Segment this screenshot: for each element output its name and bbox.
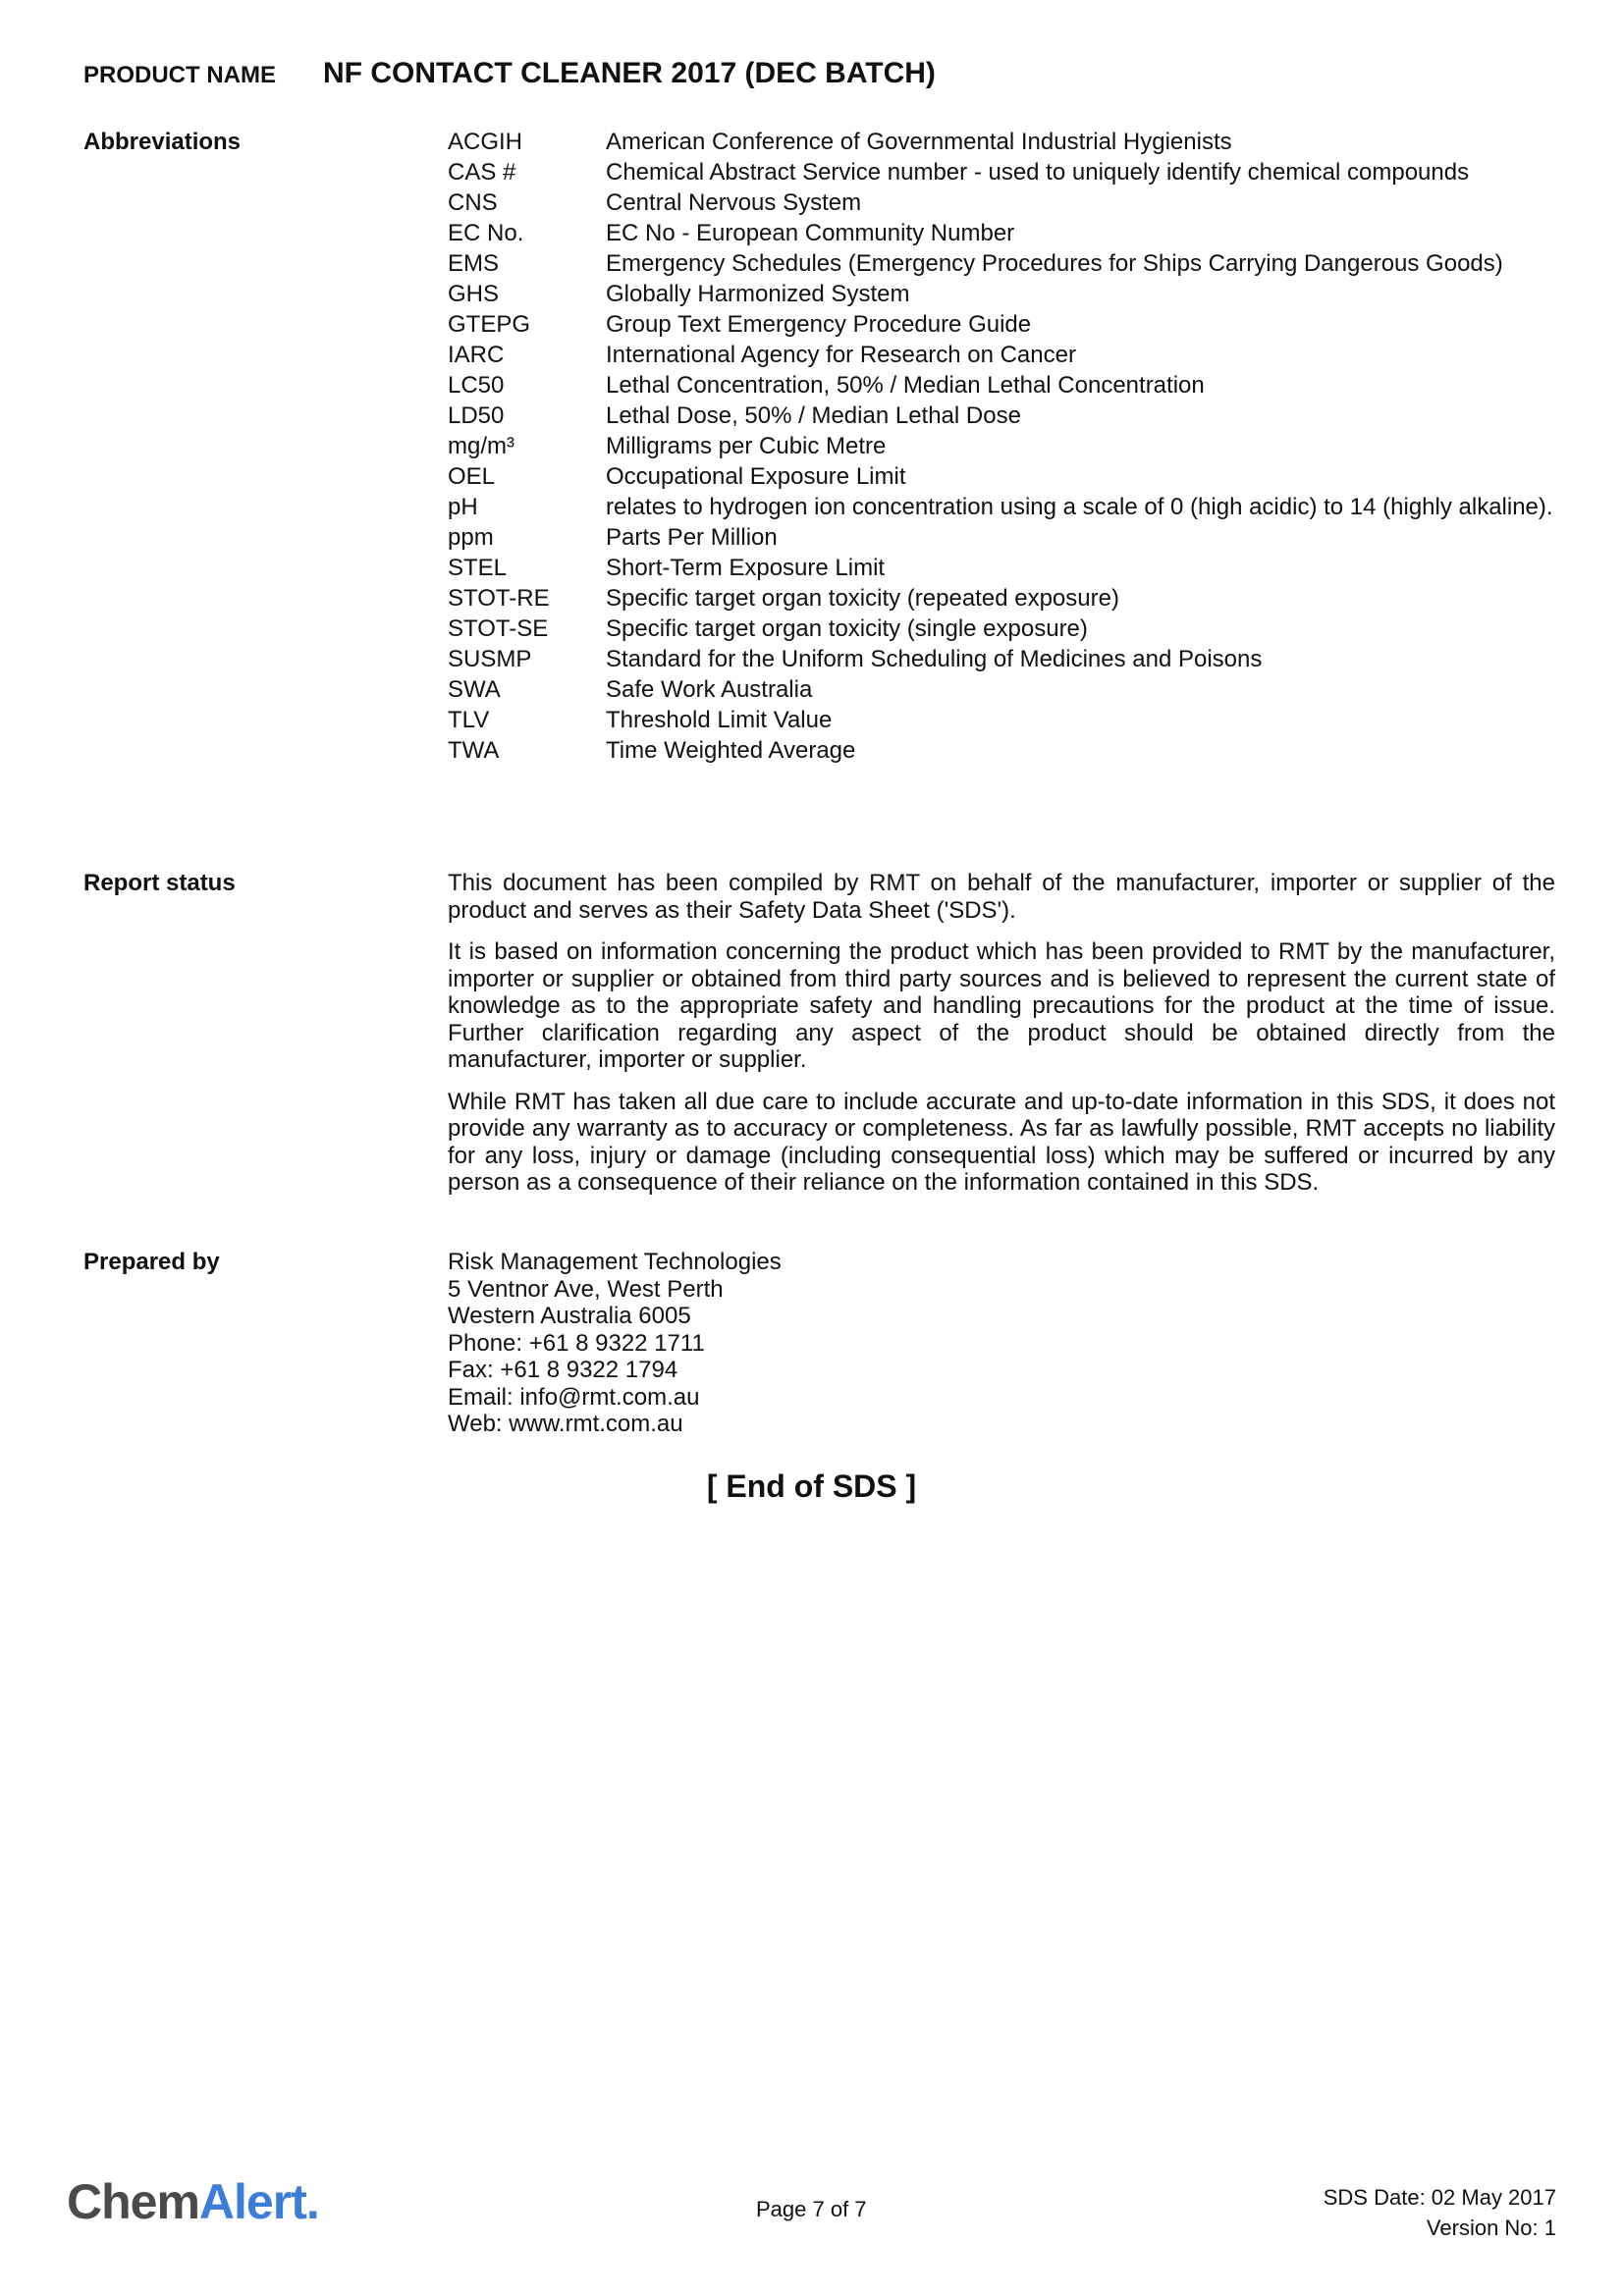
abbreviation-definition: Globally Harmonized System bbox=[606, 281, 910, 307]
abbreviation-term: STOT-SE bbox=[448, 615, 549, 642]
logo-alert-text: Alert bbox=[198, 2174, 306, 2229]
abbreviation-term: EMS bbox=[448, 250, 500, 277]
abbreviation-definition: Group Text Emergency Procedure Guide bbox=[606, 311, 1032, 338]
abbreviation-definition: Occupational Exposure Limit bbox=[606, 463, 906, 490]
abbreviation-definition: International Agency for Research on Cancer bbox=[606, 342, 1076, 368]
prepared-by-line: Fax: +61 8 9322 1794 bbox=[448, 1357, 678, 1383]
abbreviation-term: mg/m³ bbox=[448, 433, 514, 459]
logo-dot: . bbox=[305, 2174, 319, 2229]
abbreviation-definition: American Conference of Governmental Industrial Hygienists bbox=[606, 129, 1232, 155]
abbreviation-definition: Central Nervous System bbox=[606, 189, 862, 216]
abbreviation-row bbox=[448, 250, 1555, 278]
prepared-by-body bbox=[448, 1249, 1555, 1438]
abbreviation-row bbox=[448, 646, 1555, 673]
abbreviation-term: GTEPG bbox=[448, 311, 531, 338]
abbreviation-row bbox=[448, 707, 1555, 734]
abbreviation-definition: Milligrams per Cubic Metre bbox=[606, 433, 887, 459]
abbreviation-definition: relates to hydrogen ion concentration using a scale of 0 (high acidic) to 14 (highly alkaline). bbox=[606, 494, 1553, 520]
abbreviation-definition: Standard for the Uniform Scheduling of Medicines and Poisons bbox=[606, 646, 1263, 672]
prepared-by-line: Western Australia 6005 bbox=[448, 1303, 691, 1329]
abbreviation-row bbox=[448, 372, 1555, 400]
sds-date: SDS Date: 02 May 2017 bbox=[1323, 2185, 1556, 2210]
report-status-label: Report status bbox=[83, 870, 236, 896]
report-status-paragraph: It is based on information concerning the product which has been provided to RMT by the manufacturer, importer or supplier or obtained from third party sources and is believed to represent the current state of knowledge as to the appropriate safety and handling precautions for the product at the time of issue. Further clarification regarding any aspect of the product should be obtained directly from the manufacturer, importer or supplier. bbox=[448, 938, 1555, 1073]
abbreviation-definition: Lethal Concentration, 50% / Median Lethal Concentration bbox=[606, 372, 1205, 399]
abbreviation-definition: Lethal Dose, 50% / Median Lethal Dose bbox=[606, 402, 1021, 429]
logo-chem-text: Chem bbox=[67, 2174, 199, 2229]
product-header bbox=[83, 57, 936, 90]
abbreviation-term: OEL bbox=[448, 463, 496, 490]
abbreviations-label: Abbreviations bbox=[83, 129, 242, 155]
abbreviation-term: ACGIH bbox=[448, 129, 523, 155]
prepared-by-label: Prepared by bbox=[83, 1249, 220, 1275]
abbreviation-definition: Safe Work Australia bbox=[606, 676, 813, 703]
abbreviation-definition: Chemical Abstract Service number - used to uniquely identify chemical compounds bbox=[606, 159, 1470, 186]
abbreviation-term: IARC bbox=[448, 342, 505, 368]
abbreviation-term: SWA bbox=[448, 676, 501, 703]
version-number: Version No: 1 bbox=[1426, 2216, 1556, 2240]
report-status-body bbox=[448, 870, 1555, 1211]
abbreviation-row bbox=[448, 433, 1555, 460]
abbreviation-row bbox=[448, 189, 1555, 217]
abbreviation-term: CNS bbox=[448, 189, 498, 216]
abbreviation-term: LD50 bbox=[448, 402, 505, 429]
report-status-paragraph: While RMT has taken all due care to include accurate and up-to-date information in this SDS, it does not provide any warranty as to accuracy or completeness. As far as lawfully possible, RMT accepts no liability for any loss, injury or damage (including consequential loss) which may be suffered or incurred by any person as a consequence of their reliance on the information contained in this SDS. bbox=[448, 1088, 1555, 1196]
prepared-by-line: Web: www.rmt.com.au bbox=[448, 1411, 683, 1437]
abbreviation-term: pH bbox=[448, 494, 478, 520]
prepared-by-line: Risk Management Technologies bbox=[448, 1249, 782, 1275]
abbreviation-term: STOT-RE bbox=[448, 585, 550, 612]
abbreviation-term: SUSMP bbox=[448, 646, 532, 672]
abbreviation-definition: Emergency Schedules (Emergency Procedures for Ships Carrying Dangerous Goods) bbox=[606, 250, 1503, 277]
abbreviation-row bbox=[448, 494, 1555, 521]
abbreviations-list bbox=[448, 129, 1555, 768]
abbreviation-row bbox=[448, 220, 1555, 247]
product-name: NF CONTACT CLEANER 2017 (DEC BATCH) bbox=[323, 57, 936, 89]
abbreviation-term: LC50 bbox=[448, 372, 505, 399]
prepared-by-line: 5 Ventnor Ave, West Perth bbox=[448, 1275, 724, 1303]
report-status-paragraph: This document has been compiled by RMT on behalf of the manufacturer, importer or supplier of the product and serves as their Safety Data Sheet ('SDS'). bbox=[448, 870, 1555, 924]
footer-meta bbox=[1324, 2182, 1556, 2243]
abbreviation-row bbox=[448, 555, 1555, 582]
abbreviation-row bbox=[448, 311, 1555, 339]
prepared-by-line: Phone: +61 8 9322 1711 bbox=[448, 1329, 705, 1357]
abbreviation-term: ppm bbox=[448, 524, 494, 551]
abbreviation-row bbox=[448, 524, 1555, 552]
abbreviation-definition: Specific target organ toxicity (repeated exposure) bbox=[606, 585, 1119, 612]
abbreviation-row bbox=[448, 402, 1555, 430]
abbreviation-term: TWA bbox=[448, 737, 500, 764]
page-number: Page 7 of 7 bbox=[756, 2197, 867, 2221]
end-of-sds-marker: [ End of SDS ] bbox=[706, 1468, 917, 1504]
abbreviation-definition: Time Weighted Average bbox=[606, 737, 856, 764]
abbreviation-row bbox=[448, 463, 1555, 491]
abbreviation-row bbox=[448, 737, 1555, 765]
abbreviation-row bbox=[448, 615, 1555, 643]
abbreviation-definition: Short-Term Exposure Limit bbox=[606, 555, 886, 581]
product-name-label: PRODUCT NAME bbox=[83, 62, 276, 88]
prepared-by-line: Email: info@rmt.com.au bbox=[448, 1383, 700, 1411]
abbreviation-term: EC No. bbox=[448, 220, 524, 246]
abbreviation-row bbox=[448, 585, 1555, 613]
abbreviation-row bbox=[448, 676, 1555, 704]
abbreviation-definition: Threshold Limit Value bbox=[606, 707, 833, 733]
abbreviation-term: TLV bbox=[448, 707, 490, 733]
abbreviation-row bbox=[448, 342, 1555, 369]
abbreviation-row bbox=[448, 129, 1555, 156]
abbreviation-definition: Parts Per Million bbox=[606, 524, 778, 551]
abbreviation-term: CAS # bbox=[448, 159, 516, 186]
chemalert-logo bbox=[67, 2174, 319, 2229]
abbreviation-definition: EC No - European Community Number bbox=[606, 220, 1015, 246]
abbreviation-term: GHS bbox=[448, 281, 500, 307]
abbreviation-row bbox=[448, 159, 1555, 187]
abbreviation-row bbox=[448, 281, 1555, 308]
abbreviation-term: STEL bbox=[448, 555, 508, 581]
abbreviation-definition: Specific target organ toxicity (single exposure) bbox=[606, 615, 1088, 642]
